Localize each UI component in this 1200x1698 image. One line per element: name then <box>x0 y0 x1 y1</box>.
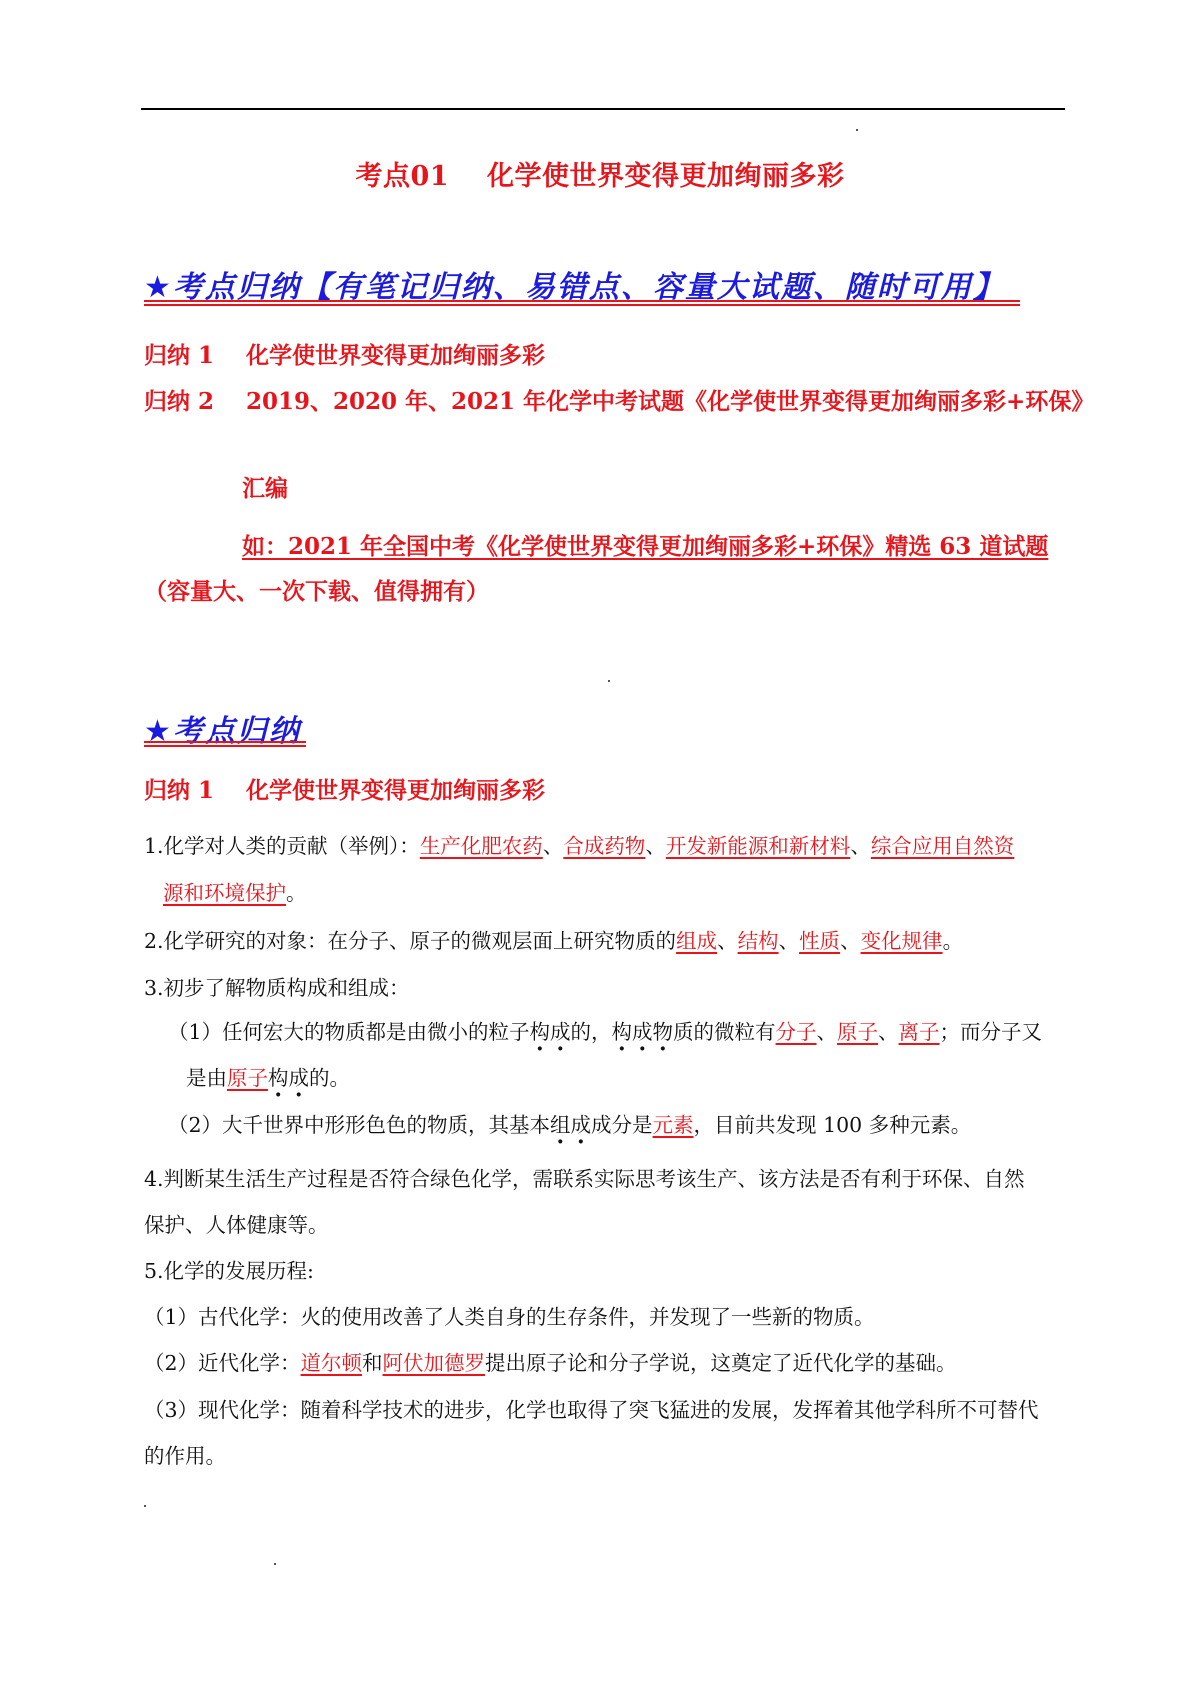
paragraph-5-item-3-line-2: 的作用。 <box>144 1444 226 1468</box>
scan-speck <box>856 129 858 131</box>
paragraph-5-item-1: （1）古代化学：火的使用改善了人类自身的生存条件，并发现了一些新的物质。 <box>144 1305 875 1329</box>
toc-item-2-continued: 汇编 <box>242 475 288 502</box>
scan-speck <box>144 1505 146 1507</box>
section-heading-points: ★考点归纳 <box>144 714 301 749</box>
paragraph-5-item-3-line-1: （3）现代化学：随着科学技术的进步，化学也取得了突飞猛进的发展，发挥着其他学科所不可替代 <box>144 1398 1039 1422</box>
title-text: 化学使世界变得更加绚丽多彩 <box>487 161 845 192</box>
title-number: 考点01 <box>355 161 450 192</box>
section-title: 归纳 1 化学使世界变得更加绚丽多彩 <box>144 777 545 804</box>
scan-speck <box>608 680 610 682</box>
paragraph-1-line-1: 1.化学对人类的贡献（举例）：生产化肥农药、合成药物、开发新能源和新材料、综合应用自然资 <box>144 834 1015 858</box>
download-link[interactable]: 如：2021 年全国中考《化学使世界变得更加绚丽多彩+环保》精选 63 道试题 <box>242 533 1049 560</box>
paragraph-5-item-2: （2）近代化学：道尔顿和阿伏加德罗提出原子论和分子学说，这奠定了近代化学的基础。 <box>144 1351 957 1375</box>
toc-item-2[interactable]: 归纳 2 2019、2020 年、2021 年化学中考试题《化学使世界变得更加绚丽多彩+环保》 <box>144 388 1095 415</box>
toc-item-1[interactable]: 归纳 1 化学使世界变得更加绚丽多彩 <box>144 342 545 369</box>
heading-underline <box>144 300 1020 306</box>
paragraph-3-item-1-cont: 是由原子构成的。 <box>186 1066 350 1090</box>
paragraph-4-line-2: 保护、人体健康等。 <box>144 1213 329 1237</box>
paragraph-3-item-1: （1）任何宏大的物质都是由微小的粒子构成的，构成物质的微粒有分子、原子、离子；而分子又 <box>168 1020 1043 1044</box>
paragraph-4-line-1: 4.判断某生活生产过程是否符合绿色化学，需联系实际思考该生产、该方法是否有利于环保、自然 <box>144 1167 1025 1191</box>
paragraph-3-title: 3.初步了解物质构成和组成： <box>144 976 410 1000</box>
paragraph-1-line-2: 源和环境保护。 <box>163 881 307 905</box>
heading-underline <box>144 741 306 747</box>
download-note: （容量大、一次下载、值得拥有） <box>144 578 489 605</box>
paragraph-2: 2.化学研究的对象：在分子、原子的微观层面上研究物质的组成、结构、性质、变化规律。 <box>144 929 964 953</box>
page-title <box>0 154 1200 193</box>
scan-speck <box>274 1563 276 1565</box>
header-rule <box>141 108 1065 110</box>
paragraph-3-item-2: （2）大千世界中形形色色的物质，其基本组成成分是元素，目前共发现 100 多种元素。 <box>168 1113 972 1137</box>
section-heading-summary: ★考点归纳【有笔记归纳、易错点、容量大试题、随时可用】 <box>144 270 1005 305</box>
paragraph-5-title: 5.化学的发展历程: <box>144 1259 314 1283</box>
